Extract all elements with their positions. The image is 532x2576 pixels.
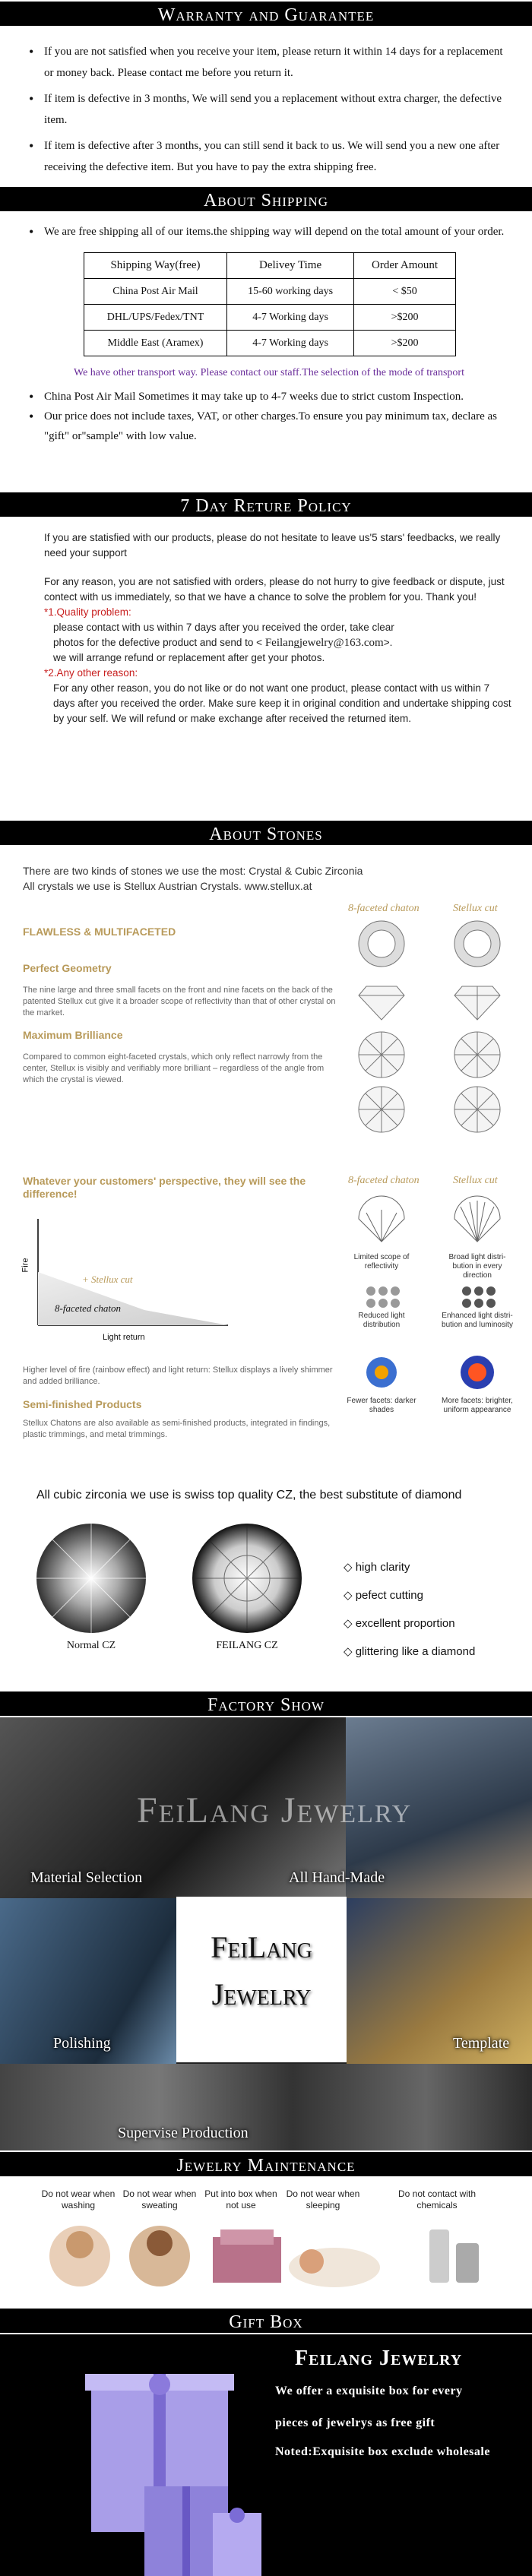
geometry-heading: Perfect Geometry	[23, 962, 112, 974]
template-photo: Template	[347, 1898, 532, 2064]
shipping-section	[0, 213, 532, 491]
flawless-heading: FLAWLESS & MULTIFACETED	[23, 926, 176, 938]
maintenance-images	[30, 2214, 517, 2302]
table-cell: China Post Air Mail	[84, 279, 227, 305]
shipping-header: About Shipping	[0, 185, 532, 213]
gift-box-image	[68, 2357, 266, 2576]
comparison-icons	[348, 1196, 523, 1424]
table-cell: 15-60 working days	[226, 279, 353, 305]
returns-text: photos for the defective product and send to < Feilangjewelry@163.com>.	[53, 637, 393, 649]
polishing-photo: Polishing	[0, 1898, 176, 2064]
brilliance-heading: Maximum Brilliance	[23, 1029, 123, 1041]
table-cell: >$200	[354, 331, 456, 356]
stones-section	[0, 847, 532, 1690]
perspective-heading: Whatever your customers' perspective, they will see the difference!	[23, 1175, 306, 1200]
column-label: Stellux cut	[453, 903, 498, 914]
caption: Fewer facets: darker shades	[347, 1397, 416, 1414]
returns-text: please contact with us within 7 days after you received the order, take clear	[53, 622, 394, 633]
maintenance-item: Do not contact with chemicals	[397, 2188, 477, 2210]
gift-box-section	[0, 2334, 532, 2576]
fire-light-chart	[23, 1211, 251, 1348]
transport-note: We have other transport way. Please contact our staff.The selection of the mode of transport	[74, 367, 464, 378]
material-selection-photo: Material Selection	[0, 1717, 346, 1898]
table-cell: >$200	[354, 305, 456, 331]
factory-header: Factory Show	[0, 1690, 532, 1717]
caption: Enhanced light distri-bution and luminosity	[442, 1312, 513, 1329]
table-cell: DHL/UPS/Fedex/TNT	[84, 305, 227, 331]
maintenance-item: Do not wear when washing	[41, 2188, 116, 2210]
table-cell: < $50	[354, 279, 456, 305]
table-header: Delivey Time	[226, 253, 353, 279]
maintenance-header: Jewelry Maintenance	[0, 2150, 532, 2178]
returns-section	[0, 518, 532, 819]
brilliance-text: Compared to common eight-faceted crystals, which only reflect narrowly from the center, Stellux is visibly and verifiably more brilliant – regardless of the angle from which the crystal is viewed.	[23, 1052, 325, 1084]
list-item: ◇ excellent proportion	[344, 1617, 455, 1630]
gift-text: pieces of jewelrys as free gift	[275, 2416, 435, 2429]
semi-finished-text: Stellux Chatons are also available as semi-finished products, integrated in findings, plastic trimmings, and metal trimmings.	[23, 1419, 331, 1439]
normal-cz-label: Normal CZ	[66, 1640, 116, 1651]
warranty-section	[0, 27, 532, 185]
cz-stone-images	[30, 1521, 304, 1635]
table-header: Shipping Way(free)	[84, 253, 227, 279]
table-row	[84, 279, 456, 305]
warranty-item: • If item is defective after 3 months, you can still send it back to us. We will send you a new one after receiving the defective item. But you have to pay the extra shipping free.	[29, 135, 509, 178]
hand-made-photo: All Hand-Made	[346, 1717, 532, 1898]
maintenance-item: Do not wear when sleeping	[286, 2188, 360, 2210]
brand-logo: FeiLang Jewelry	[176, 1897, 347, 2062]
feilang-cz-label: FEILANG CZ	[216, 1640, 278, 1651]
caption: Limited scope of reflectivity	[353, 1253, 410, 1271]
stones-intro: There are two kinds of stones we use the most: Crystal & Cubic Zirconia All crystals we use is Stellux Austrian Crystals. www.stellux.at	[23, 865, 363, 892]
list-item: ◇ high clarity	[344, 1561, 410, 1574]
column-label: 8-faceted chaton	[348, 1175, 420, 1186]
semi-finished-heading: Semi-finished Products	[23, 1398, 142, 1410]
factory-section	[0, 1717, 532, 2150]
stones-header: About Stones	[0, 819, 532, 847]
table-cell: Middle East (Aramex)	[84, 331, 227, 356]
chart-y-label: Fire	[21, 1258, 30, 1273]
caption: More facets: brighter, uniform appearance	[442, 1397, 513, 1414]
table-cell: 4-7 Working days	[226, 331, 353, 356]
maintenance-item: Put into box when not use	[204, 2188, 277, 2210]
returns-paragraph: If you are statisfied with our products, please do not hesitate to leave us'5 stars' feedbacks, we really need your support	[44, 532, 501, 559]
gift-brand: Feilang Jewelry	[295, 2347, 463, 2370]
returns-text: For any other reason, you do not like or do not want one product, please contact with us within 7 days after you received the order. Make sure keep it in original condition and undertake shipping cost by your self. We will refund or make exchange after received the returned item.	[53, 682, 511, 724]
watermark: FeiLang Jewelry	[137, 1790, 413, 1831]
cz-feature-list	[344, 1553, 475, 1666]
column-label: Stellux cut	[453, 1175, 498, 1186]
shipping-intro: • We are free shipping all of our items.the shipping way will depend on the total amount of your order.	[29, 222, 509, 242]
gift-box-header: Gift Box	[0, 2307, 532, 2334]
returns-header: 7 Day Reture Policy	[0, 491, 532, 518]
fire-text: Higher level of fire (rainbow effect) and light return: Stellux displays a lively shimmer and added brilliance.	[23, 1366, 333, 1386]
warranty-item: • If you are not satisfied when you receive your item, please return it within 14 days for a replacement or money back. Please contact me before you return it.	[29, 41, 509, 84]
table-row	[84, 331, 456, 356]
caption: Broad light distri-bution in every direction	[448, 1253, 506, 1280]
geometry-text: The nine large and three small facets on the front and nine facets on the back of the patented Stellux cut give it a broader scope of reflectivity than that of other crystal on the market.	[23, 986, 336, 1017]
quality-problem-heading: *1.Quality problem:	[44, 606, 131, 618]
table-header: Order Amount	[354, 253, 456, 279]
chart-chaton-label: 8-faceted chaton	[55, 1302, 121, 1314]
column-label: 8-faceted chaton	[348, 903, 420, 914]
warranty-header: Warranty and Guarantee	[0, 0, 532, 27]
caption: Reduced light distribution	[358, 1312, 405, 1329]
returns-paragraph: For any reason, you are not satisfied with orders, please do not hurry to give feedback or dispute, just contect with us immediately, so that we have a chance to solve the problem for you. Thank you!	[44, 576, 505, 603]
cz-intro: All cubic zirconia we use is swiss top quality CZ, the best substitute of diamond	[36, 1489, 462, 1502]
list-item: ◇ glittering like a diamond	[344, 1645, 476, 1658]
supervise-production-photo: Supervise Production	[0, 2064, 532, 2150]
maintenance-item: Do not wear when sweating	[122, 2188, 197, 2210]
other-reason-heading: *2.Any other reason:	[44, 667, 138, 679]
email-link[interactable]: Feilangjewelry@163.com	[264, 637, 384, 649]
table-cell: 4-7 Working days	[226, 305, 353, 331]
shipping-table	[84, 252, 456, 356]
list-item: ◇ pefect cutting	[344, 1589, 423, 1602]
gift-text: Noted:Exquisite box exclude wholesale	[275, 2445, 490, 2458]
table-row	[84, 305, 456, 331]
shipping-item: • Our price does not include taxes, VAT, or other charges.To ensure you pay minimum tax, declare as "gift" or"sample" with low value.	[29, 407, 509, 446]
returns-text: we will arrange refund or replacement after get your photos.	[53, 652, 325, 663]
warranty-item: • If item is defective in 3 months, We will send you a replacement without extra charger, the defective item.	[29, 88, 509, 131]
gift-text: We offer a exquisite box for every	[275, 2385, 463, 2397]
maintenance-section	[0, 2178, 532, 2307]
chart-stellux-label: + Stellux cut	[82, 1274, 133, 1285]
chart-x-label: Light return	[103, 1333, 145, 1342]
crystal-diagrams	[348, 919, 523, 1140]
shipping-item: • China Post Air Mail Sometimes it may take up to 4-7 weeks due to strict custom Inspection.	[29, 387, 509, 407]
